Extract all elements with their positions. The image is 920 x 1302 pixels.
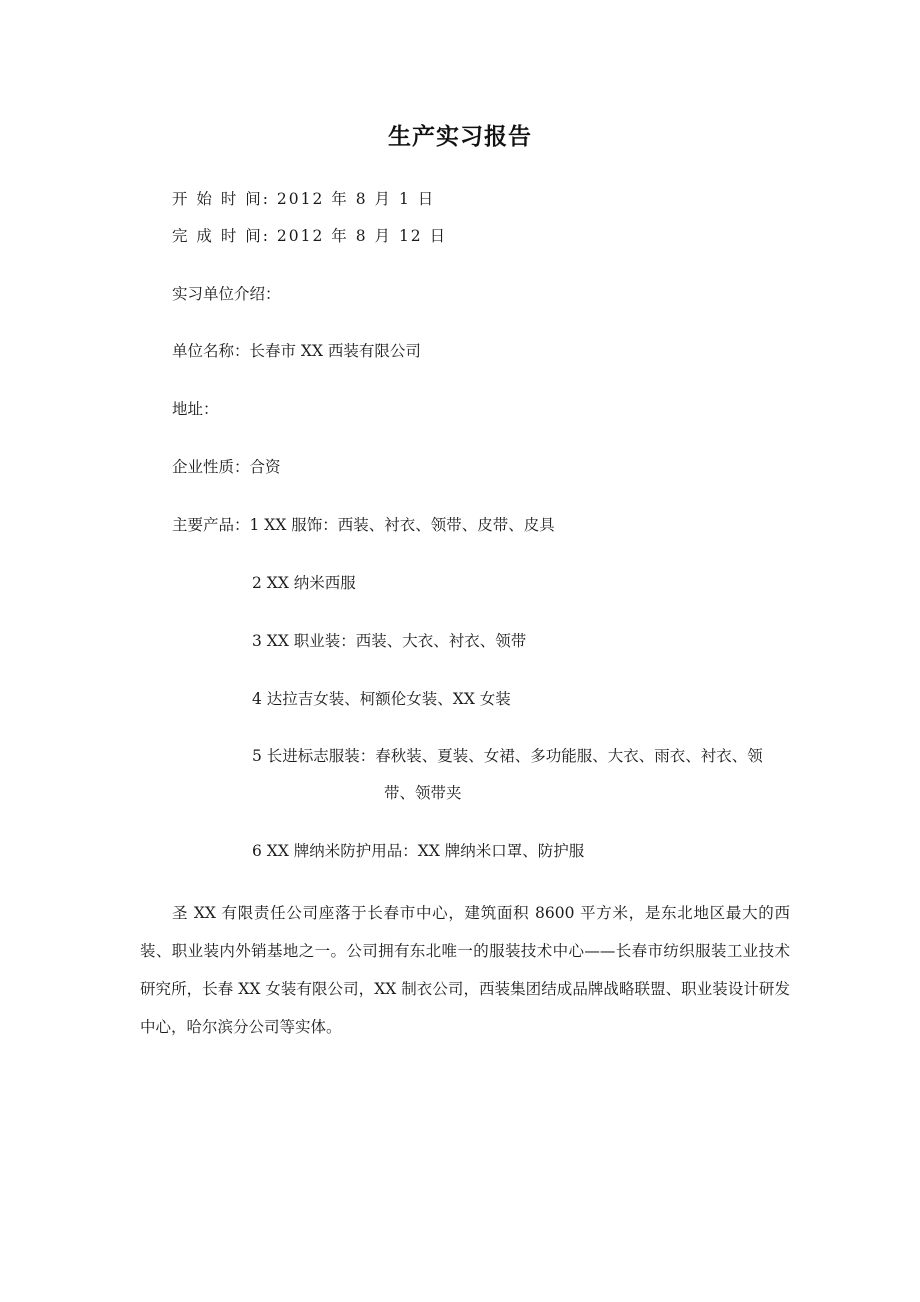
company-name: 单位名称：长春市 XX 西装有限公司 <box>172 342 421 360</box>
company-description: 圣 XX 有限责任公司座落于长春市中心，建筑面积 8600 平方米，是东北地区最大的西装、职业装内外销基地之一。公司拥有东北唯一的服装技术中心——长春市纺织服装工业技术研究所，长春 XX 女装有限公司，XX 制衣公司，西装集团结成品牌战略联盟、职业装设计研发中心，哈尔滨分公司等实体。 <box>140 904 790 1036</box>
products-line-5: 5 长进标志服装：春秋装、夏装、女裙、多功能服、大衣、雨衣、衬衣、领 <box>252 747 763 765</box>
products-line-1: 主要产品：1 XX 服饰：西装、衬衣、领带、皮带、皮具 <box>172 516 555 534</box>
report-title: 生产实习报告 <box>388 123 532 150</box>
address: 地址： <box>172 400 219 418</box>
start-time: 开 始 时 间: 2012 年 8 月 1 日 <box>172 190 436 208</box>
products-line-2: 2 XX 纳米西服 <box>252 574 356 592</box>
products-line-5-continued: 带、领带夹 <box>384 784 462 802</box>
products-line-4: 4 达拉吉女装、柯额伦女装、XX 女装 <box>252 690 511 708</box>
products-line-3: 3 XX 职业装：西装、大衣、衬衣、领带 <box>252 632 527 650</box>
company-nature: 企业性质：合资 <box>172 458 281 476</box>
end-time: 完 成 时 间: 2012 年 8 月 12 日 <box>172 227 448 245</box>
intro-heading: 实习单位介绍： <box>172 285 281 303</box>
products-line-6: 6 XX 牌纳米防护用品：XX 牌纳米口罩、防护服 <box>252 842 585 860</box>
